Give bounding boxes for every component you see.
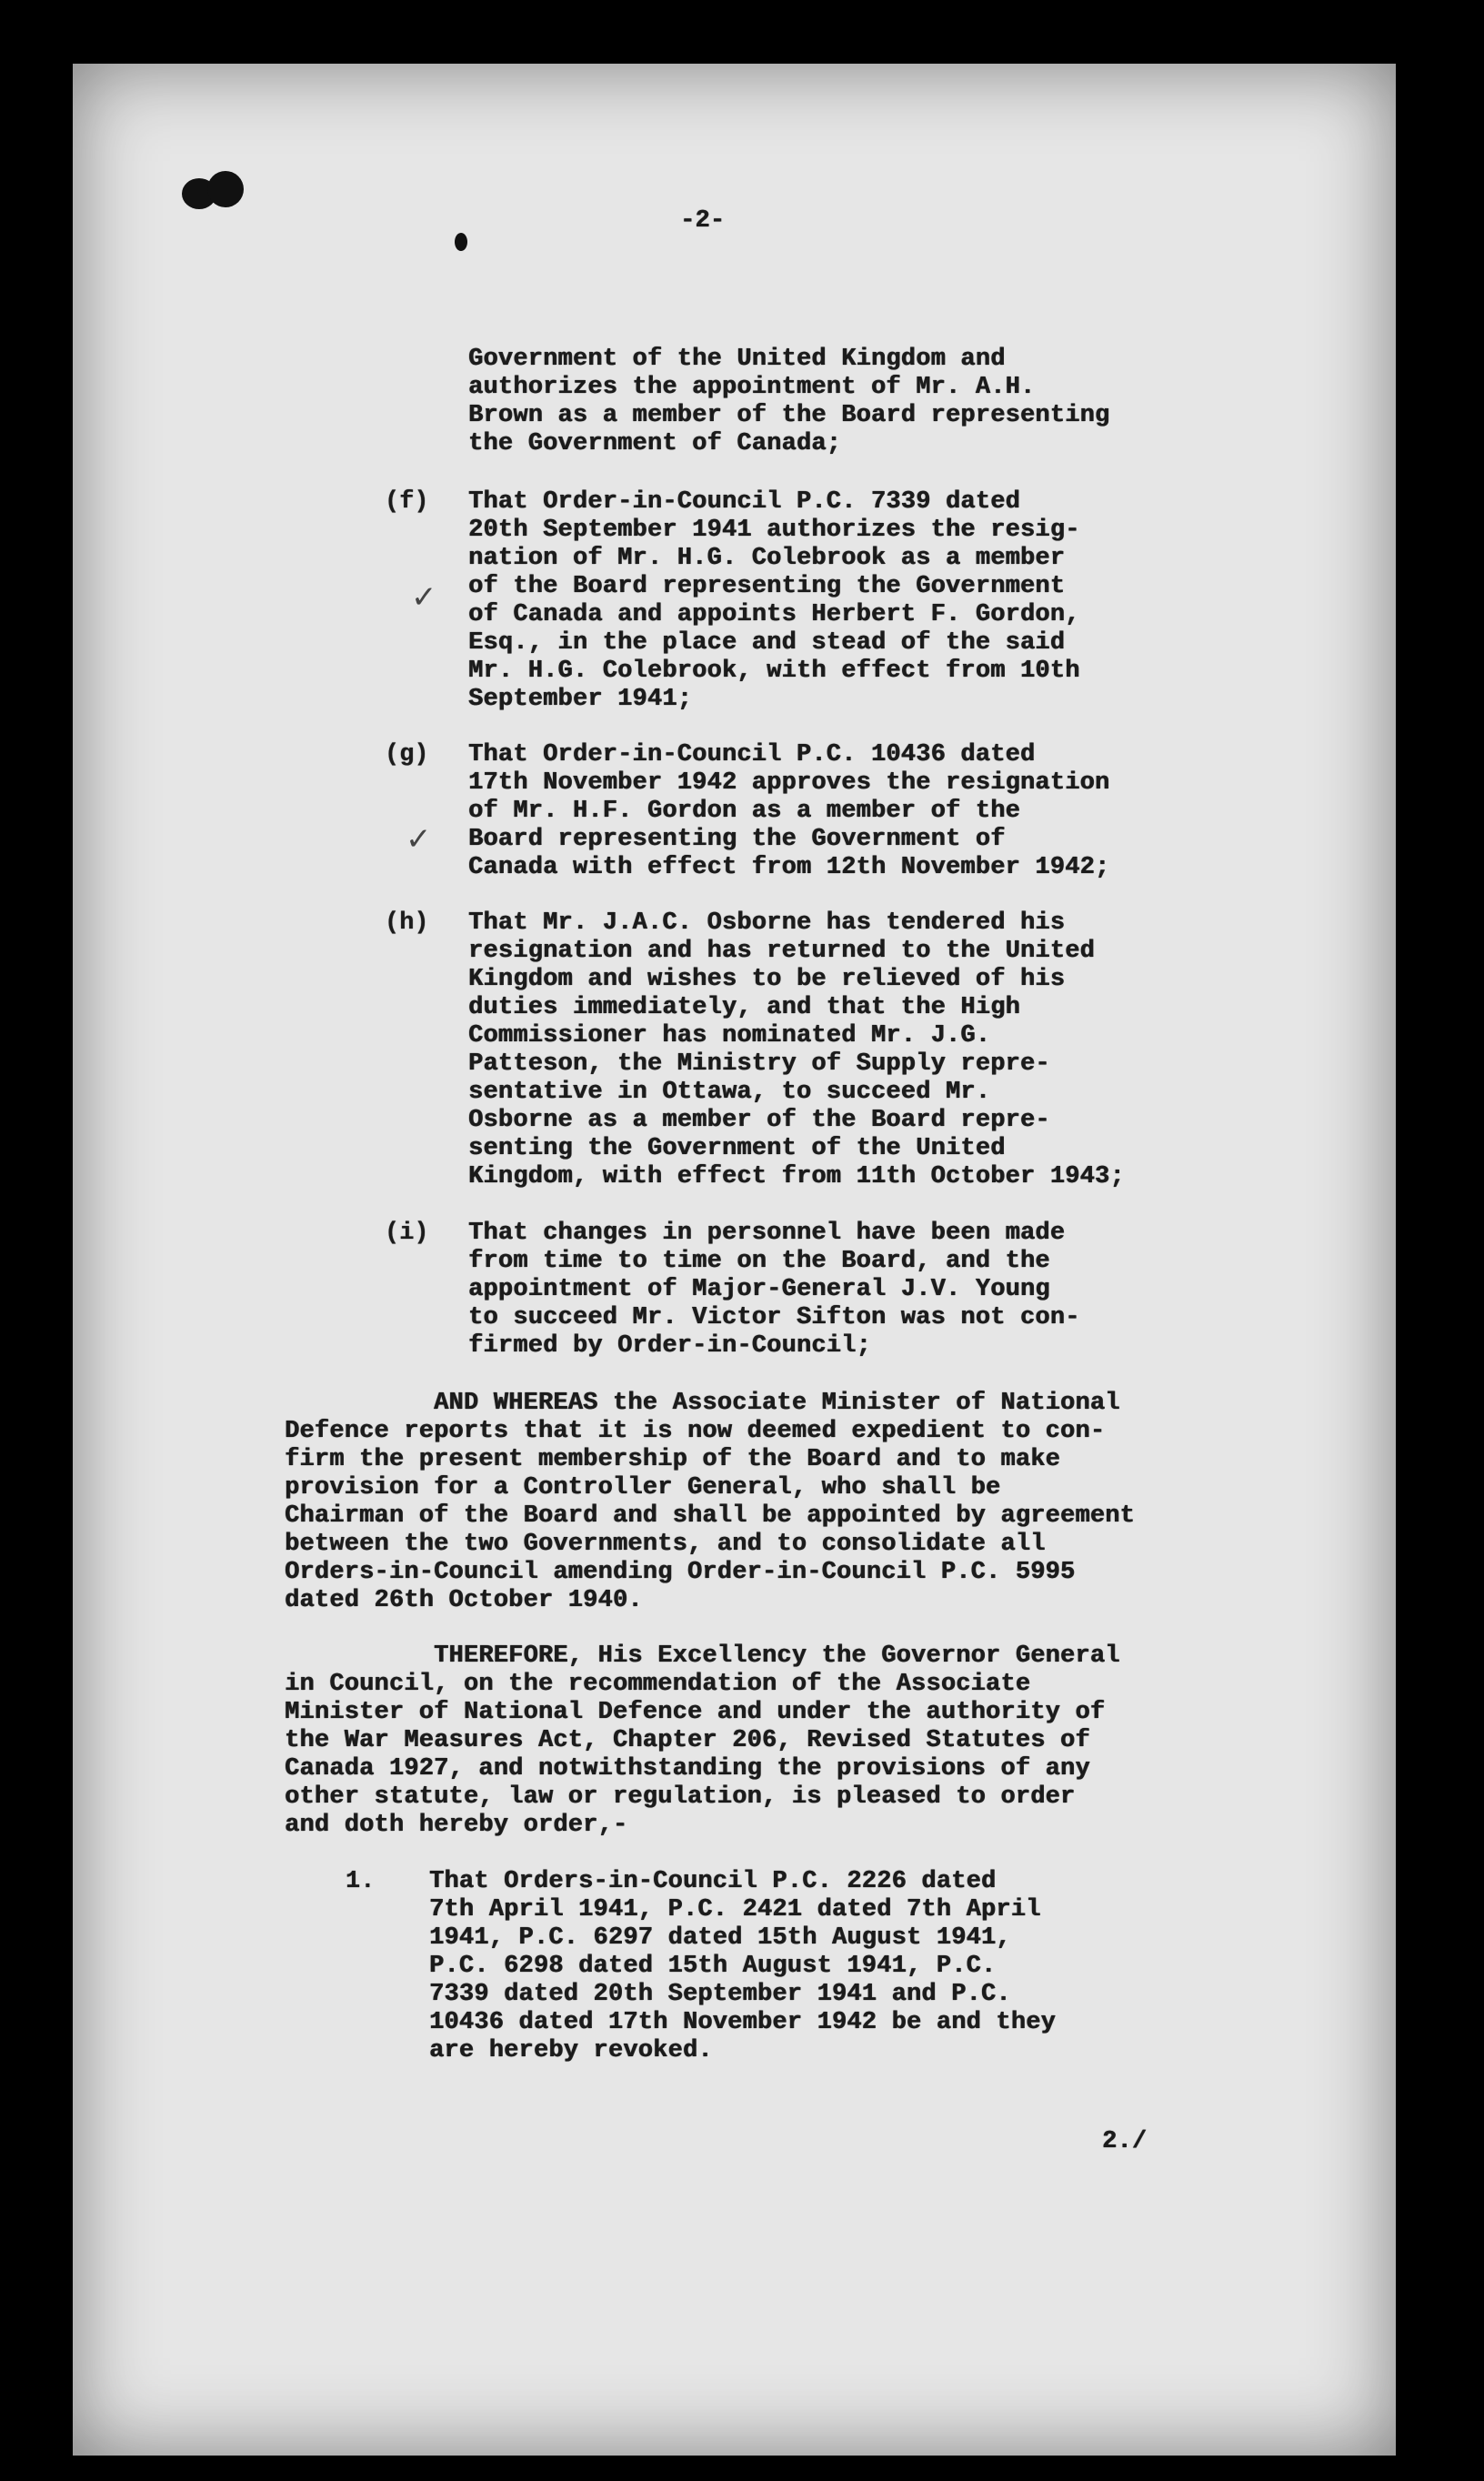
ink-blot: [455, 233, 467, 251]
text-line: of the Board representing the Government: [468, 573, 1066, 600]
text-line: from time to time on the Board, and the: [468, 1248, 1050, 1275]
text-line: 1941, P.C. 6297 dated 15th August 1941,: [429, 1924, 1011, 1952]
clause-label: (f): [385, 488, 429, 516]
text-line: Chairman of the Board and shall be appointed by agreement: [285, 1502, 1135, 1530]
text-line: in Council, on the recommendation of the Associate: [285, 1671, 1031, 1698]
text-line: nation of Mr. H.G. Colebrook as a member: [468, 545, 1066, 572]
text-line: to succeed Mr. Victor Sifton was not con-: [468, 1304, 1080, 1331]
text-line: 7339 dated 20th September 1941 and P.C.: [429, 1981, 1011, 2008]
text-line: the War Measures Act, Chapter 206, Revised Statutes of: [285, 1727, 1090, 1754]
text-line: Esq., in the place and stead of the said: [468, 629, 1066, 657]
check-mark-icon: ✓: [406, 821, 432, 858]
text-line: That Order-in-Council P.C. 10436 dated: [468, 741, 1036, 768]
text-line: sentative in Ottawa, to succeed Mr.: [468, 1079, 991, 1106]
text-line: THEREFORE, His Excellency the Governor General: [285, 1642, 1120, 1670]
text-line: firmed by Order-in-Council;: [468, 1332, 871, 1360]
continuation-marker: 2./: [1102, 2128, 1148, 2155]
text-line: 10436 dated 17th November 1942 be and they: [429, 2009, 1056, 2036]
text-line: AND WHEREAS the Associate Minister of National: [285, 1390, 1120, 1417]
clause-label: (i): [385, 1220, 429, 1247]
text-line: other statute, law or regulation, is pleased to order: [285, 1783, 1076, 1811]
text-line: That changes in personnel have been made: [468, 1220, 1066, 1247]
text-line: Brown as a member of the Board representing: [468, 402, 1110, 429]
clause-label: (g): [385, 741, 429, 768]
check-mark-icon: ✓: [411, 579, 437, 616]
text-line: That Orders-in-Council P.C. 2226 dated: [429, 1868, 997, 1895]
text-line: September 1941;: [468, 686, 693, 713]
text-line: 20th September 1941 authorizes the resig-: [468, 517, 1080, 544]
text-line: appointment of Major-General J.V. Young: [468, 1276, 1050, 1303]
text-line: Commissioner has nominated Mr. J.G.: [468, 1022, 991, 1050]
text-line: firm the present membership of the Board and to make: [285, 1446, 1060, 1473]
text-line: provision for a Controller General, who shall be: [285, 1474, 1001, 1502]
text-line: of Mr. H.F. Gordon as a member of the: [468, 798, 1020, 825]
text-line: Canada 1927, and notwithstanding the provisions of any: [285, 1755, 1090, 1783]
text-line: the Government of Canada;: [468, 430, 842, 457]
text-line: P.C. 6298 dated 15th August 1941, P.C.: [429, 1953, 997, 1980]
page-number: -2-: [680, 207, 726, 235]
text-line: Minister of National Defence and under the authority of: [285, 1699, 1106, 1726]
text-line: authorizes the appointment of Mr. A.H.: [468, 374, 1036, 401]
text-line: Board representing the Government of: [468, 826, 1006, 853]
text-line: 7th April 1941, P.C. 2421 dated 7th April: [429, 1896, 1041, 1924]
text-line: Government of the United Kingdom and: [468, 346, 1006, 373]
text-line: Patteson, the Ministry of Supply repre-: [468, 1050, 1050, 1078]
text-line: 17th November 1942 approves the resignation: [468, 769, 1110, 797]
text-line: between the two Governments, and to consolidate all: [285, 1531, 1046, 1558]
text-line: senting the Government of the United: [468, 1135, 1006, 1162]
text-line: That Mr. J.A.C. Osborne has tendered his: [468, 909, 1066, 937]
ink-blot: [207, 171, 244, 207]
text-line: dated 26th October 1940.: [285, 1587, 643, 1614]
text-line: resignation and has returned to the United: [468, 938, 1095, 965]
text-line: duties immediately, and that the High: [468, 994, 1020, 1021]
text-line: Mr. H.G. Colebrook, with effect from 10th: [468, 658, 1080, 685]
text-line: Canada with effect from 12th November 1942;: [468, 854, 1110, 881]
text-line: of Canada and appoints Herbert F. Gordon,: [468, 601, 1080, 628]
text-line: are hereby revoked.: [429, 2037, 713, 2064]
text-line: and doth hereby order,-: [285, 1812, 628, 1839]
text-line: Kingdom and wishes to be relieved of his: [468, 966, 1066, 993]
text-line: Defence reports that it is now deemed expedient to con-: [285, 1418, 1106, 1445]
item-label: 1.: [346, 1868, 376, 1895]
text-line: Orders-in-Council amending Order-in-Council P.C. 5995: [285, 1559, 1076, 1586]
text-line: Osborne as a member of the Board repre-: [468, 1107, 1050, 1134]
text-line: That Order-in-Council P.C. 7339 dated: [468, 488, 1020, 516]
text-line: Kingdom, with effect from 11th October 1943;: [468, 1163, 1125, 1190]
clause-label: (h): [385, 909, 429, 937]
